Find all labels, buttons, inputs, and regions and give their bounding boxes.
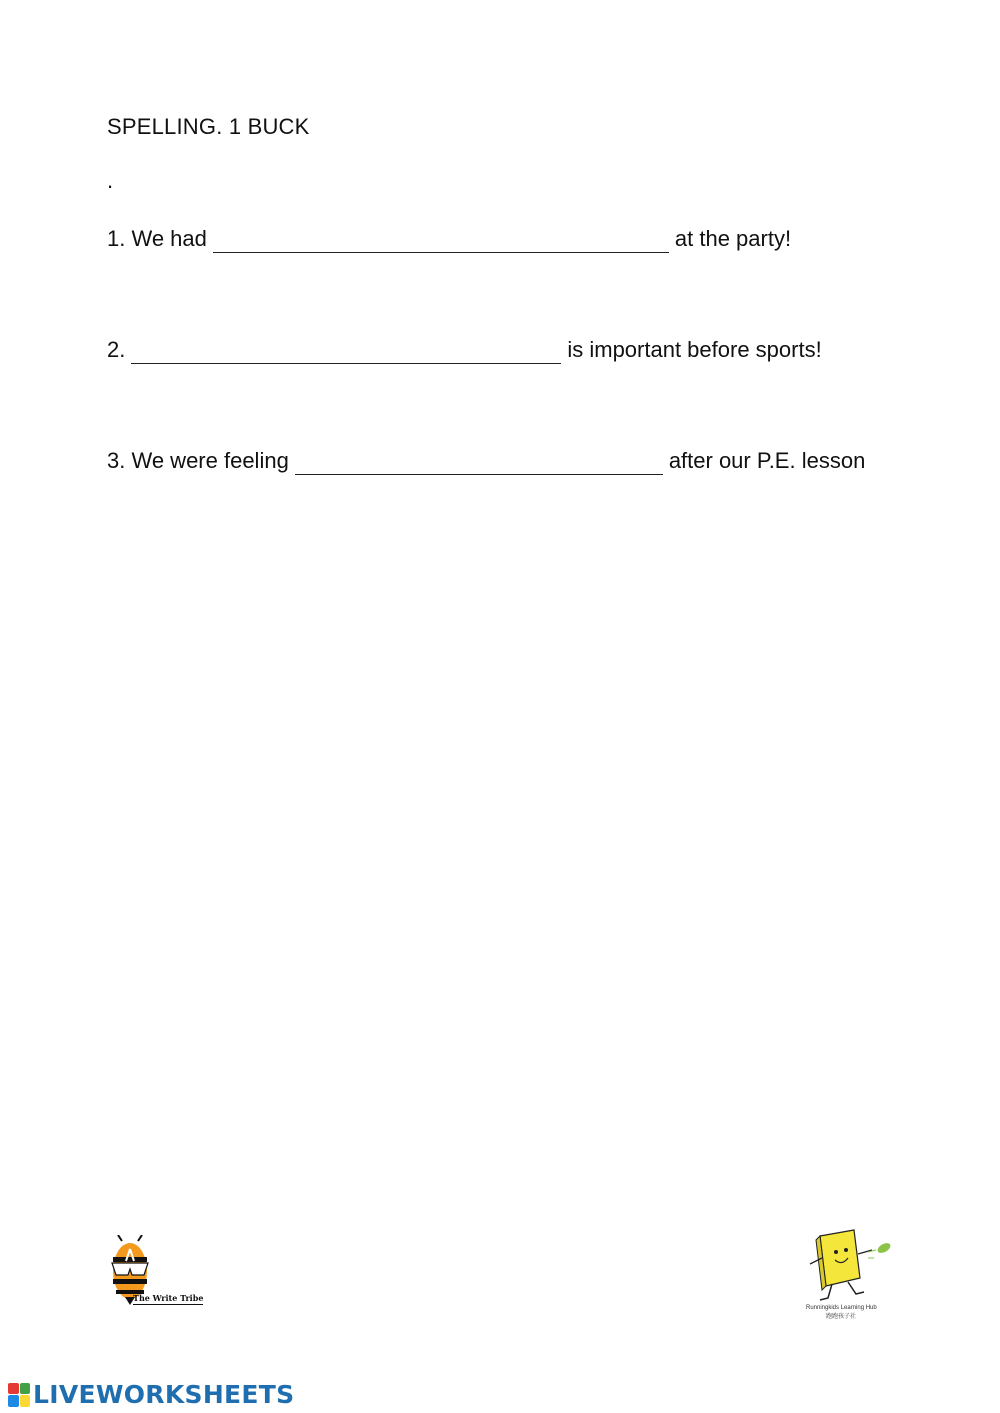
bee-logo-caption: The Write Tribe [133,1293,204,1303]
question-2-prefix: 2. [107,337,126,362]
liveworksheets-logo-icon [8,1383,30,1407]
running-book-icon [802,1228,894,1308]
book-logo-caption-en: Runningkids Learning Hub [806,1305,877,1311]
question-1-suffix: at the party! [674,226,792,251]
book-logo-caption [806,1304,896,1322]
book-logo-caption-zh: 跑跑孩子社 [826,1314,857,1320]
stray-dot: . [107,168,114,193]
brand-name: LIVEWORKSHEETS [33,1380,295,1409]
question-1-prefix: 1. We had [107,226,207,251]
answer-1-input[interactable] [213,230,669,253]
question-3-prefix: 3. We were feeling [107,448,289,473]
question-3 [107,448,865,475]
logo-square-red [8,1383,19,1395]
answer-3-input[interactable] [295,452,663,475]
worksheet-title: SPELLING. 1 BUCK [107,114,310,139]
logo-square-green [20,1383,31,1395]
logo-square-blue [8,1395,19,1407]
logo-square-yellow [20,1395,31,1407]
question-2-suffix: is important before sports! [567,337,822,362]
answer-2-input[interactable] [131,341,561,364]
question-3-suffix: after our P.E. lesson [668,448,866,473]
question-1 [107,226,791,253]
question-2 [107,337,822,364]
liveworksheets-brand [8,1380,294,1409]
